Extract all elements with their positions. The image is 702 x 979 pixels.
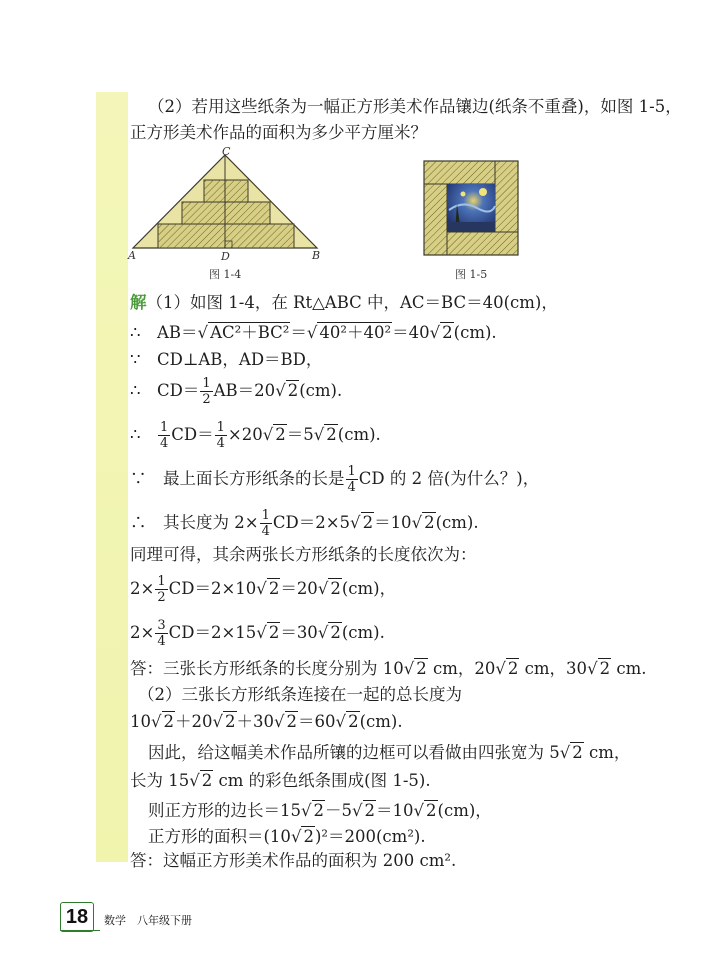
solution-line-3: ∵ CD⊥AB，AD＝BD， [130,350,323,369]
question-line-1: （2）若用这些纸条为一幅正方形美术作品镶边(纸条不重叠)，如图 1-5， [148,97,682,116]
figure-1-5-caption: 图 1-5 [455,268,488,281]
label-B: B [312,249,321,262]
solution-line-14: 因此，给这幅美术作品所镶的边框可以看做由四张宽为 5√ 2 cm， [148,742,630,764]
solution-line-13: 10√ 2＋20√ 2＋30√ 2＝60√ 2(cm). [130,711,403,733]
solution-line-8: 同理可得，其余两张长方形纸条的长度依次为： [130,545,477,564]
label-D: D [221,250,230,263]
solution-line-16: 则正方形的边长＝15√ 2－5√ 2＝10√ 2(cm)， [148,800,492,822]
book-title: 数学 八年级下册 [104,914,192,927]
label-C: C [222,145,231,158]
figure-1-5-framed-painting [423,160,519,256]
solution-line-17: 正方形的面积＝(10√ 2)²＝200(cm²). [148,826,426,848]
solution-line-2: ∴ AB＝√ AC²＋BC²＝√ 40²＋40²＝40√ 2(cm). [130,322,497,344]
question-line-2: 正方形美术作品的面积为多少平方厘米？ [130,123,427,142]
solution-line-4: ∴ CD＝ $\frac{1}{2}$ AB＝20√ 2(cm). [130,376,342,407]
solution-line-9: 2× $\frac{1}{2}$ CD＝2×10√ 2＝20√ 2(cm)， [130,574,396,605]
label-A: A [128,249,136,262]
figure-1-4-triangle [130,150,330,260]
starry-night-painting-icon [447,184,495,232]
solution-line-1: 解（1）如图 1-4，在 Rt△ABC 中，AC＝BC＝40(cm)， [130,293,558,312]
solution-line-15: 长为 15√ 2 cm 的彩色纸条围成(图 1-5). [130,770,431,792]
solution-line-6: ∵ 最上面长方形纸条的长是 $\frac{1}{4}$ CD 的 2 倍(为什么？)， [130,464,540,495]
jie-label: 解 [130,293,147,312]
solution-line-7: ∴ 其长度为 2× $\frac{1}{4}$ CD＝2×5√ 2＝10√ 2(cm). [130,508,479,539]
solution-line-5: ∴ $\frac{1}{4}$ CD＝ $\frac{1}{4}$ ×20√ 2＝5√ 2(cm). [130,420,381,451]
solution-line-11: 答：三张长方形纸条的长度分别为 10√ 2 cm，20√ 2 cm，30√ 2 cm. [130,658,646,680]
page-number: 18 [60,902,94,932]
solution-line-12: （2）三张长方形纸条连接在一起的总长度为 [138,685,462,704]
solution-line-10: 2× $\frac{3}{4}$ CD＝2×15√ 2＝30√ 2(cm). [130,618,385,649]
figure-1-4-caption: 图 1-4 [209,268,242,281]
margin-highlight-bar [96,92,128,862]
footer-rule [60,930,100,931]
solution-line-18: 答：这幅正方形美术作品的面积为 200 cm². [130,851,457,870]
